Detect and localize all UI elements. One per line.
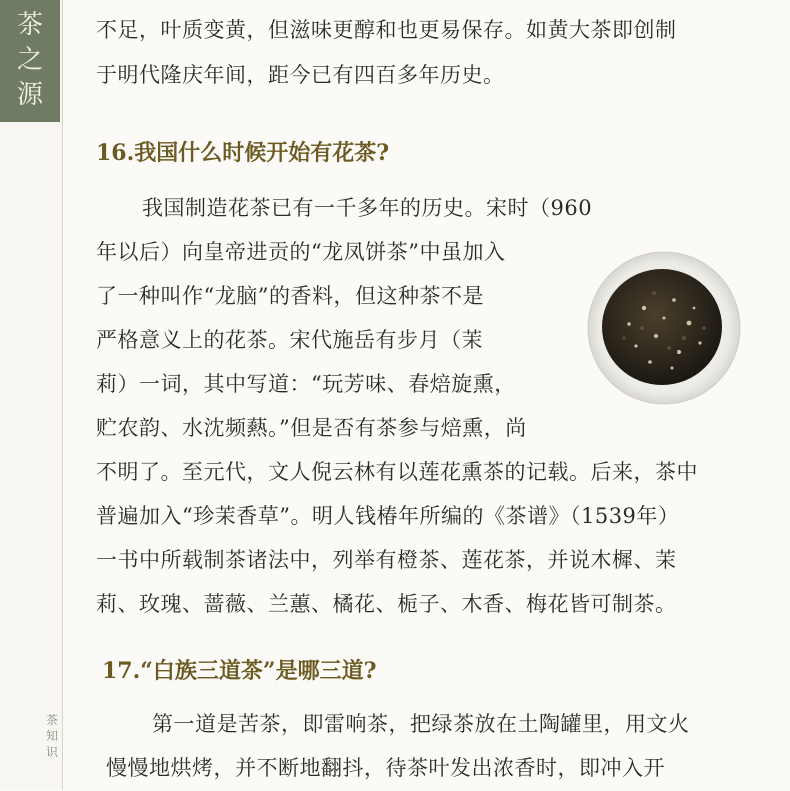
q17-heading	[102, 654, 376, 685]
q16-line: 年以后）向皇帝进贡的“龙凤饼茶”中虽加入	[96, 240, 506, 264]
q17-number: 17.	[102, 658, 141, 684]
side-label-char: 茶	[45, 713, 58, 727]
chapter-tab-char: 之	[16, 45, 43, 75]
q16-number: 16.	[96, 140, 135, 166]
q16-line: 莉）一词，其中写道：“玩芳味、春焙旋熏，	[96, 372, 516, 396]
q16-title: 我国什么时候开始有花茶?	[134, 140, 390, 166]
chapter-tab[interactable]	[0, 0, 60, 122]
q16-line: 不明了。至元代，文人倪云林有以莲花熏茶的记载。后来，茶中	[96, 460, 698, 484]
chapter-tab-char: 源	[16, 80, 43, 110]
q16-line: 一书中所载制茶诸法中，列举有橙茶、莲花茶，并说木樨、茉	[96, 548, 677, 572]
chapter-tab-text	[0, 8, 60, 113]
section-side-label	[44, 712, 60, 760]
q16-line: 了一种叫作“龙脑”的香料，但这种茶不是	[96, 284, 484, 308]
q17-line: 慢慢地烘烤，并不断地翻抖，待茶叶发出浓香时，即冲入开	[106, 756, 665, 780]
q16-heading	[96, 136, 389, 167]
q16-line: 莉、玫瑰、蔷薇、兰蕙、橘花、栀子、木香、梅花皆可制茶。	[96, 592, 677, 616]
side-label-char: 识	[45, 745, 58, 759]
intro-line: 不足，叶质变黄，但滋味更醇和也更易保存。如黄大茶即创制	[96, 18, 677, 42]
side-label-char: 知	[45, 729, 58, 743]
q16-line: 普遍加入“珍茉香草”。明人钱椿年所编的《茶谱》（1539年）	[96, 504, 680, 528]
jasmine-tea-leaves-icon	[584, 248, 744, 408]
q16-line: 严格意义上的花茶。宋代施岳有步月（茉	[96, 328, 483, 352]
chapter-tab-char: 茶	[16, 10, 43, 40]
q17-title: “白族三道茶”是哪三道?	[140, 658, 377, 684]
q16-line: 我国制造花茶已有一千多年的历史。宋时（960	[142, 196, 593, 220]
q17-line: 第一道是苦茶，即雷响茶，把绿茶放在土陶罐里，用文火	[152, 712, 690, 736]
q16-line: 贮农韵、水沈频爇。”但是否有茶参与焙熏，尚	[96, 416, 527, 440]
intro-line: 于明代隆庆年间，距今已有四百多年历史。	[96, 63, 505, 87]
